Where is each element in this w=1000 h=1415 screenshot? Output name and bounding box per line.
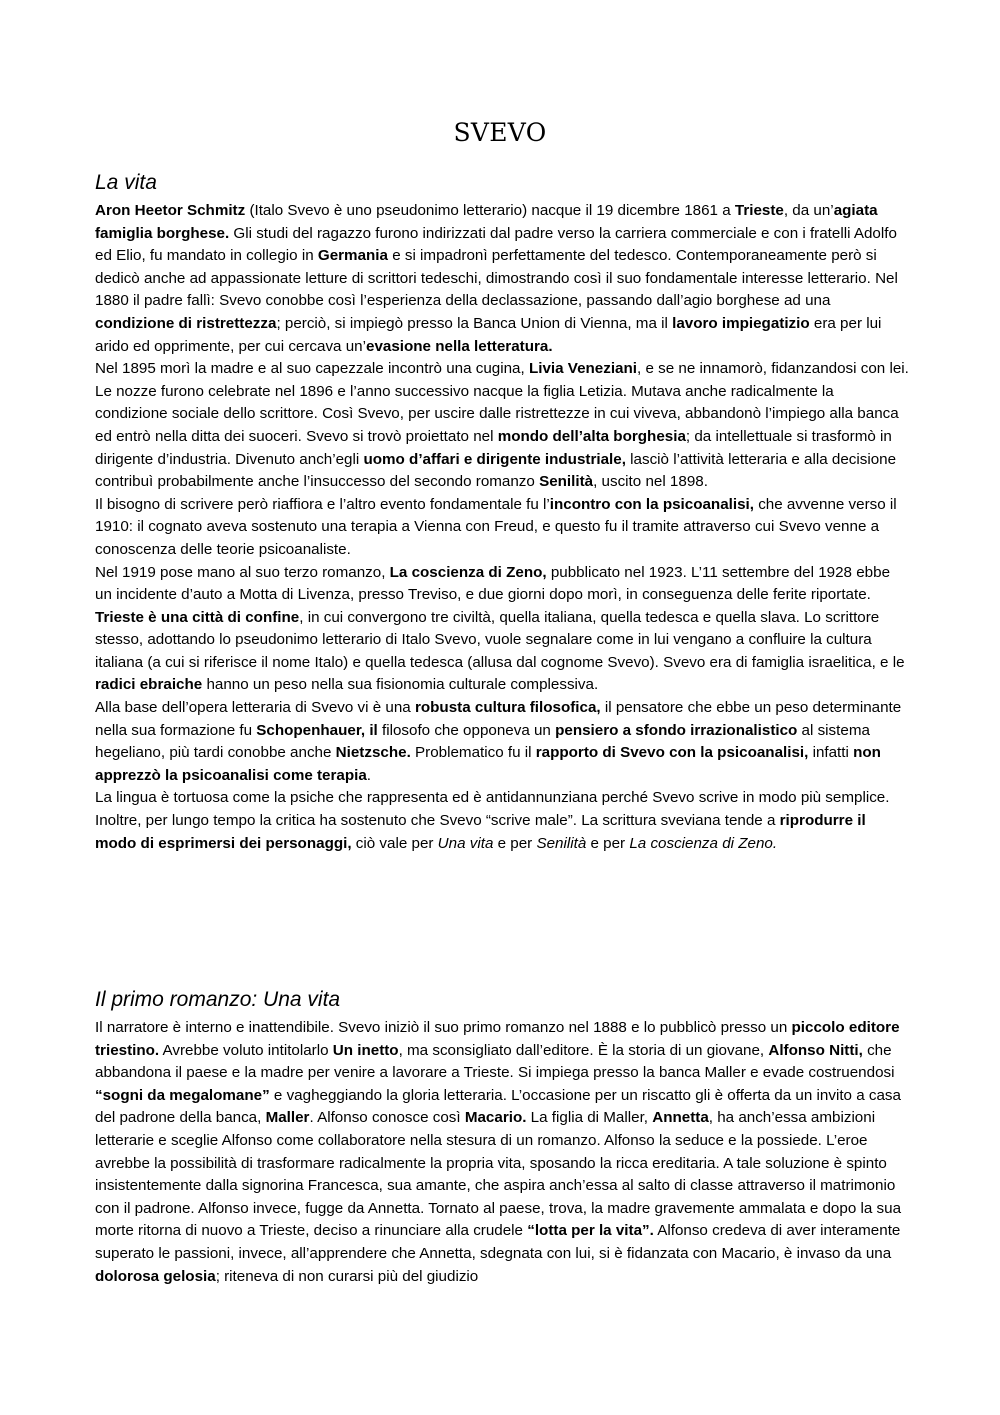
document-title: SVEVO <box>453 118 547 147</box>
bold-text: uomo d’affari e dirigente industriale, <box>363 450 626 468</box>
italic-text: Senilità <box>536 834 587 852</box>
bold-text: Macario. <box>464 1109 527 1127</box>
text-run: e vagheggiando la gloria letteraria. L’occasione per un riscatto gli è offerta da un invito a casa del padrone della banca, <box>95 1086 901 1127</box>
text-run: ; riteneva di non curarsi più del giudizio <box>215 1267 479 1285</box>
bold-text: Livia Veneziani <box>528 360 638 378</box>
italic-text: Una vita <box>437 834 494 852</box>
bold-text: incontro con la psicoanalisi, <box>549 495 754 513</box>
bold-text: piccolo editore triestino. <box>95 1019 900 1059</box>
paragraph <box>95 562 910 607</box>
paragraph <box>95 697 910 787</box>
text-run: filosofo che opponeva un <box>377 721 556 739</box>
paragraph <box>95 200 910 358</box>
text-run: La lingua è tortuosa come la psiche che rappresenta ed è antidannunziana perché Svevo scrive in modo più semplice. Inoltre, per lungo tempo la critica ha sostenuto che Svevo “scrive male”. La scrittura sveviana tende a <box>95 789 890 830</box>
text-run: , uscito nel 1898. <box>593 473 708 491</box>
bold-text: riprodurre il modo di esprimersi dei personaggi, <box>95 812 866 852</box>
bold-text: Trieste è una città di confine <box>95 608 300 626</box>
text-run: e per <box>493 834 537 852</box>
paragraph <box>95 358 910 494</box>
text-run: Nel 1919 pose mano al suo terzo romanzo, <box>95 563 390 581</box>
text-run: , ha anch’essa ambizioni letterarie e sceglie Alfonso come collaboratore nella stesura di un romanzo. Alfonso la seduce e la possiede. L’eroe avrebbe la possibilità di trasformare radicalmente la propria vita, sposando la ricca ereditaria. A tale soluzione è spinto insistentemente dalla signorina Francesca, sua amante, che aspira anch’essa al salto di classe attraverso il matrimonio con il padrone. Alfonso invece, fugge da Annetta. Tornato al paese, trova, la madre gravemente ammalata e dopo la sua morte ritorna di nuovo a Trieste, deciso a rinunciare alla crudele <box>95 1109 902 1240</box>
bold-text: “lotta per la vita”. <box>527 1222 654 1240</box>
bold-text: Nietzsche. <box>335 744 411 762</box>
bold-text: rapporto di Svevo con la psicoanalisi, <box>535 744 809 762</box>
bold-text: agiata famiglia borghese. <box>95 202 878 242</box>
section-la-vita <box>95 170 910 855</box>
text-run: La figlia di Maller, <box>526 1109 653 1127</box>
bold-text: pensiero a sfondo irrazionalistico <box>555 721 798 739</box>
italic-text: La coscienza di Zeno. <box>629 834 778 852</box>
text-run: ; da intellettuale si trasformò in dirigente d’industria. Divenuto anch’egli <box>95 427 892 468</box>
text-run: . <box>366 766 372 784</box>
bold-text: mondo dell’alta borghesia <box>497 427 686 445</box>
bold-text: condizione di ristrettezza <box>95 314 277 332</box>
bold-text: Maller <box>265 1109 310 1127</box>
section-heading: Il primo romanzo: Una vita <box>95 988 341 1011</box>
bold-text: Trieste <box>734 202 784 219</box>
text-run: che avvenne verso il 1910: il cognato aveva sostenuto una terapia a Vienna con Freud, e questo fu il tramite attraverso cui Svevo venne a conoscenza delle teorie psicoanaliste. <box>95 495 897 558</box>
text-run: che abbandona il paese e la madre per venire a lavorare a Trieste. Si impiega presso la banca Maller e evade costruendosi <box>95 1041 895 1082</box>
text-run: pubblicato nel 1923. L’11 settembre del 1928 ebbe un incidente d’auto a Motta di Livenza, presso Treviso, e due giorni dopo morì, in conseguenza delle ferite riportate. <box>95 563 891 604</box>
text-run: il pensatore che ebbe un peso determinante nella sua formazione fu <box>95 699 902 739</box>
text-run: Problematico fu il <box>410 744 536 762</box>
text-run: infatti <box>808 744 854 762</box>
section-heading: La vita <box>95 171 157 194</box>
text-run: Gli studi del ragazzo furono indirizzati dal padre verso la carriera commerciale e con i fratelli Adolfo ed Elio, fu mandato in collegio in <box>95 224 897 265</box>
paragraph <box>95 607 910 697</box>
text-run: , in cui convergono tre civiltà, quella italiana, quella tedesca e quella slava. Lo scrittore stesso, adottando lo pseudonimo letterario di Italo Svevo, vuole segnalare come in lui vengano a confluire la cultura italiana (a cui si riferisce il nome Italo) e quella tedesca (allusa dal cognome Svevo). Svevo era di famiglia israelitica, e le <box>95 608 905 671</box>
text-run: ciò vale per <box>351 834 438 852</box>
text-run: Nel 1895 morì la madre e al suo capezzale incontrò una cugina, <box>95 360 529 378</box>
bold-text: non apprezzò la psicoanalisi come terapia <box>95 744 881 784</box>
bold-text: Alfonso Nitti, <box>768 1041 863 1059</box>
text-run: Il bisogno di scrivere però riaffiora e l’altro evento fondamentale fu l’ <box>95 495 550 513</box>
text-run: , ma sconsigliato dall’editore. È la storia di un giovane, <box>398 1041 769 1059</box>
bold-text: evasione nella letteratura. <box>366 337 553 355</box>
section-primo-romanzo <box>95 987 910 1288</box>
text-run: . Alfonso conosce così <box>309 1109 465 1127</box>
paragraph <box>95 494 910 562</box>
bold-text: lavoro impiegatizio <box>672 314 810 332</box>
bold-text: Senilità <box>539 473 594 491</box>
text-run: era per lui arido ed opprimente, per cui cercava un’ <box>95 314 882 355</box>
bold-text: Aron Heetor Schmitz <box>95 202 246 219</box>
text-run: (Italo Svevo è uno pseudonimo letterario) nacque il 19 dicembre 1861 a <box>245 202 735 219</box>
bold-text: Schopenhauer, il <box>256 721 378 739</box>
bold-text: “sogni da megalomane” <box>95 1086 270 1104</box>
text-run: e si impadronì perfettamente del tedesco. Contemporaneamente però si dedicò anche ad appassionate letture di scrittori tedeschi, dimostrando così il suo fondamentale interesse letterario. Nel 1880 il padre fallì: Svevo conobbe così l’esperienza della declassazione, passando dall’agio borghese ad una <box>95 247 898 310</box>
text-run: e per <box>586 834 630 852</box>
text-run: lasciò l’attività letteraria e alla decisione contribuì probabilmente anche l’insuccesso del secondo romanzo <box>95 450 897 491</box>
text-run: , e se ne innamorò, fidanzandosi con lei. Le nozze furono celebrate nel 1896 e l’anno successivo nacque la figlia Letizia. Mutava anche radicalmente la condizione sociale dello scrittore. Così Svevo, per uscire dalle ristrettezze in cui viveva, abbandonò l’impiego alla banca ed entrò nella ditta dei suoceri. Svevo si trovò proiettato nel <box>95 360 909 445</box>
text-run: al sistema hegeliano, più tardi conobbe anche <box>95 721 870 762</box>
bold-text: La coscienza di Zeno, <box>389 563 547 581</box>
text-run: Alla base dell’opera letteraria di Svevo vi è una <box>95 699 415 717</box>
bold-text: Un inetto <box>332 1041 399 1059</box>
text-run: , da un’ <box>783 202 834 219</box>
section-body <box>95 1017 910 1288</box>
text-run: ; perciò, si impiegò presso la Banca Union di Vienna, ma il <box>276 314 673 332</box>
bold-text: radici ebraiche <box>95 676 203 694</box>
bold-text: Annetta <box>652 1109 709 1127</box>
bold-text: Germania <box>317 247 388 265</box>
bold-text: dolorosa gelosia <box>95 1267 216 1285</box>
paragraph <box>95 787 910 855</box>
text-run: Avrebbe voluto intitolarlo <box>159 1041 333 1059</box>
bold-text: robusta cultura filosofica, <box>414 699 601 717</box>
paragraph <box>95 1017 910 1288</box>
text-run: Il narratore è interno e inattendibile. Svevo iniziò il suo primo romanzo nel 1888 e lo pubblicò presso un <box>95 1019 792 1036</box>
section-body <box>95 200 910 855</box>
text-run: Alfonso credeva di aver interamente superato le passioni, invece, all’apprendere che Annetta, sdegnata con lui, si è fidanzata con Macario, è invaso da una <box>95 1222 901 1262</box>
text-run: hanno un peso nella sua fisionomia culturale complessiva. <box>202 676 599 694</box>
